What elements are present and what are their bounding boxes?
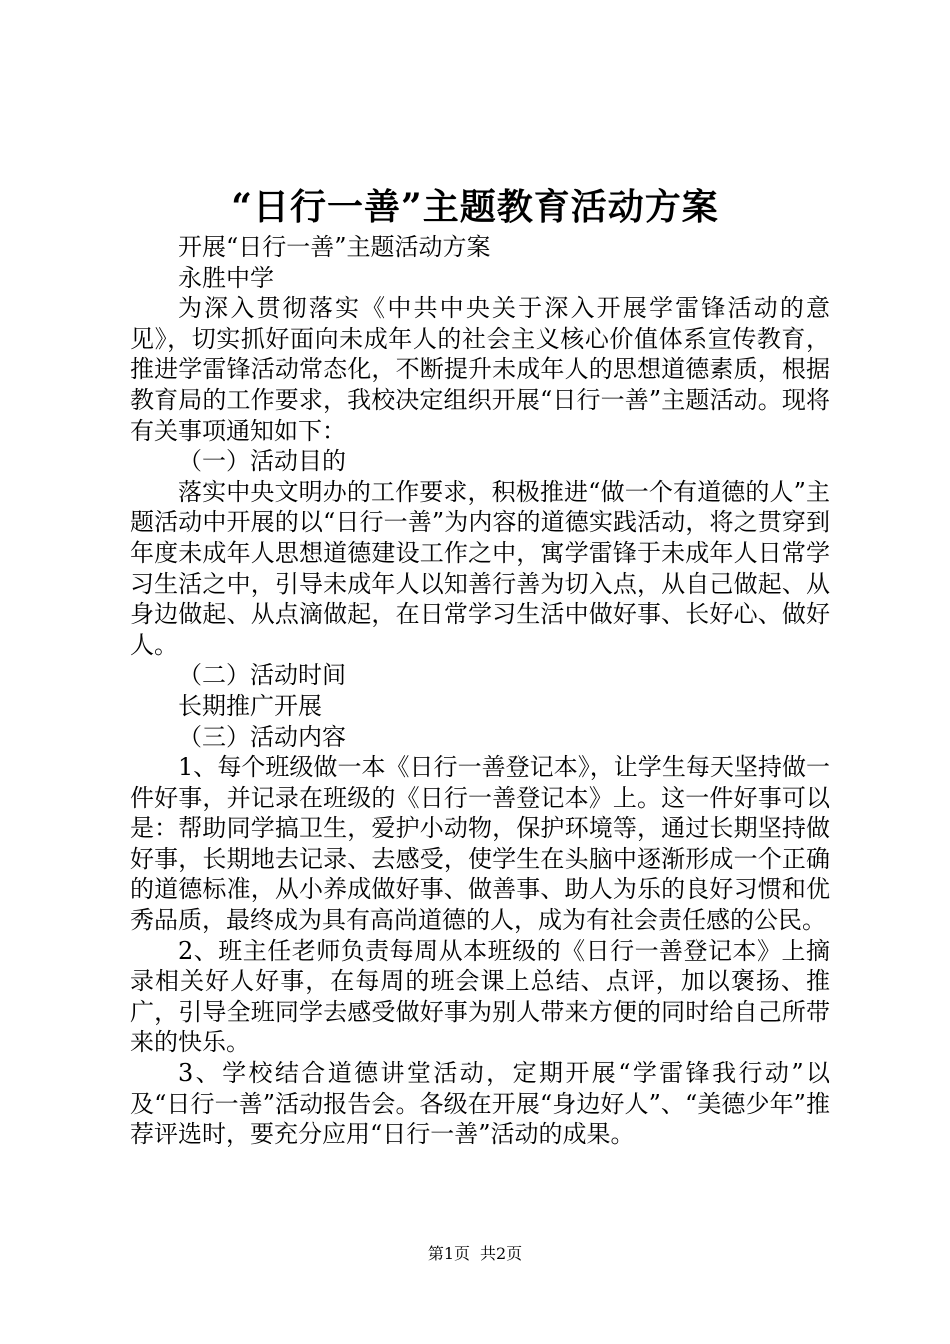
document-title: “日行一善”主题教育活动方案 [231, 186, 719, 228]
school-name: 永胜中学 [178, 263, 274, 292]
page-footer [0, 1244, 950, 1264]
section-heading-purpose: （一）活动目的 [178, 447, 346, 476]
content-item-1: 1、每个班级做一本《日行一善登记本》，让学生每天坚持做一件好事，并记录在班级的《日行一善登记本》上。这一件好事可以是：帮助同学搞卫生，爱护小动物，保护环境等，通过长期坚持做好事，长期地去记录、去感受，使学生在头脑中逐渐形成一个正确的道德标准，从小养成做好事、做善事、助人为乐的良好习惯和优秀品质，最终成为具有高尚道德的人，成为有社会责任感的公民。 [130, 753, 830, 935]
section-heading-content: （三）活动内容 [178, 722, 346, 751]
section-heading-time: （二）活动时间 [178, 661, 346, 690]
page-number: 第1页 [427, 1244, 470, 1263]
page-total: 共2页 [480, 1244, 523, 1263]
intro-paragraph: 为深入贯彻落实《中共中央关于深入开展学雷锋活动的意见》，切实抓好面向未成年人的社会主义核心价值体系宣传教育，推进学雷锋活动常态化，不断提升未成年人的思想道德素质，根据教育局的工作要求，我校决定组织开展“日行一善”主题活动。现将有关事项通知如下： [130, 294, 830, 445]
content-item-2: 2、班主任老师负责每周从本班级的《日行一善登记本》上摘录相关好人好事，在每周的班会课上总结、点评，加以褒扬、推广，引导全班同学去感受做好事为别人带来方便的同时给自己所带来的快乐。 [130, 936, 830, 1057]
purpose-paragraph: 落实中央文明办的工作要求，积极推进“做一个有道德的人”主题活动中开展的以“日行一善”为内容的道德实践活动，将之贯穿到年度未成年人思想道德建设工作之中，寓学雷锋于未成年人日常学习生活之中，引导未成年人以知善行善为切入点，从自己做起、从身边做起、从点滴做起，在日常学习生活中做好事、长好心、做好人。 [130, 477, 830, 659]
document-body [130, 232, 830, 1150]
subtitle-paragraph: 开展“日行一善”主题活动方案 [178, 233, 491, 261]
content-item-3: 3、学校结合道德讲堂活动，定期开展“学雷锋我行动”以及“日行一善”活动报告会。各级在开展“身边好人”、“美德少年”推荐评选时，要充分应用“日行一善”活动的成果。 [130, 1059, 830, 1149]
time-paragraph: 长期推广开展 [178, 691, 322, 720]
